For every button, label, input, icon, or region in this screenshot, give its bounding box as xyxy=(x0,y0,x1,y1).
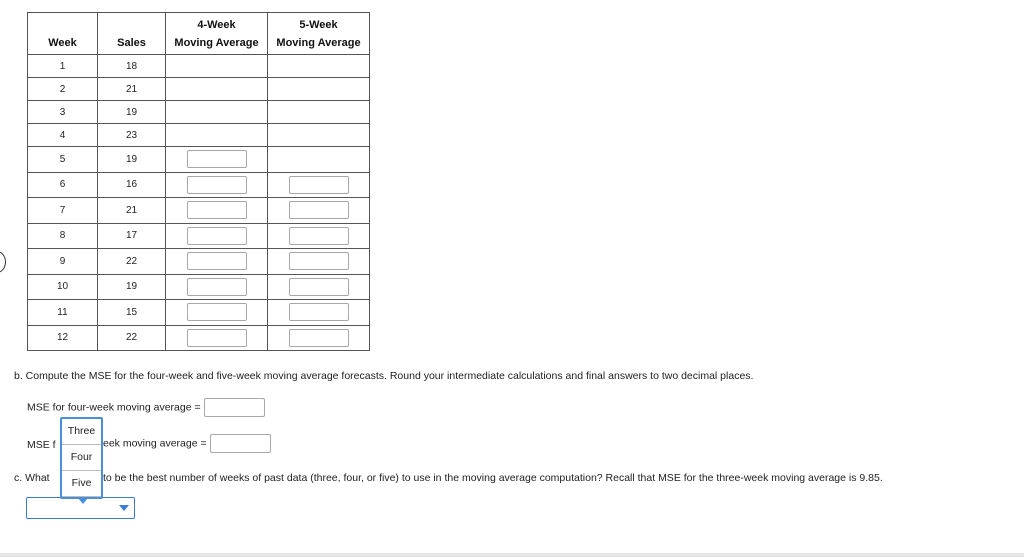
moving-average-table-container xyxy=(27,12,370,351)
ma4-cell xyxy=(166,223,268,249)
ma5-cell xyxy=(268,78,370,101)
header-4-week-ma: 4-Week Moving Average xyxy=(166,13,268,55)
table-row xyxy=(28,223,370,249)
week-cell: 12 xyxy=(28,325,98,351)
ma5-input-week-10[interactable] xyxy=(289,278,349,296)
table-row xyxy=(28,101,370,124)
ma4-cell xyxy=(166,55,268,78)
table-row xyxy=(28,325,370,351)
ma4-input-week-7[interactable] xyxy=(187,201,247,219)
ma5-input-week-12[interactable] xyxy=(289,329,349,347)
week-cell: 5 xyxy=(28,147,98,173)
ma5-input-week-11[interactable] xyxy=(289,303,349,321)
header-sales: Sales xyxy=(98,13,166,55)
sales-cell: 15 xyxy=(98,300,166,326)
dropdown-pointer xyxy=(78,498,88,504)
ma4-cell xyxy=(166,147,268,173)
table-row xyxy=(28,249,370,275)
ma4-input-week-8[interactable] xyxy=(187,227,247,245)
sales-cell: 22 xyxy=(98,249,166,275)
ma5-cell xyxy=(268,249,370,275)
ma4-cell xyxy=(166,198,268,224)
ma4-cell xyxy=(166,274,268,300)
ma4-cell xyxy=(166,101,268,124)
sales-cell: 19 xyxy=(98,101,166,124)
sales-cell: 19 xyxy=(98,274,166,300)
mse-five-week-label-left: MSE f xyxy=(27,439,56,451)
week-cell: 11 xyxy=(28,300,98,326)
week-cell: 8 xyxy=(28,223,98,249)
part-c-question-right: to be the best number of weeks of past data (three, four, or five) to use in the moving average computation? Recall that MSE for the three-week moving average is 9.85. xyxy=(103,472,883,484)
ma5-cell xyxy=(268,325,370,351)
week-cell: 10 xyxy=(28,274,98,300)
ma5-cell xyxy=(268,172,370,198)
dropdown-option-five[interactable]: Five xyxy=(62,471,101,497)
week-cell: 2 xyxy=(28,78,98,101)
header-5-week-ma: 5-Week Moving Average xyxy=(268,13,370,55)
table-row xyxy=(28,124,370,147)
best-weeks-dropdown-menu xyxy=(60,417,103,499)
mse-four-week-label: MSE for four-week moving average = xyxy=(27,401,201,414)
part-b-instruction: b. Compute the MSE for the four-week and five-week moving average forecasts. Round your intermediate calculations and final answers to two decimal places. xyxy=(14,370,754,382)
week-cell: 1 xyxy=(28,55,98,78)
sales-cell: 21 xyxy=(98,78,166,101)
chevron-down-icon xyxy=(119,505,129,511)
ma5-cell xyxy=(268,55,370,78)
ma4-input-week-6[interactable] xyxy=(187,176,247,194)
table-row xyxy=(28,172,370,198)
mse-five-week-input[interactable] xyxy=(210,434,271,453)
mse-five-week-label-right: eek moving average = xyxy=(103,437,207,450)
week-cell: 6 xyxy=(28,172,98,198)
week-cell: 3 xyxy=(28,101,98,124)
sales-cell: 18 xyxy=(98,55,166,78)
ma5-input-week-6[interactable] xyxy=(289,176,349,194)
table-row xyxy=(28,147,370,173)
sales-cell: 21 xyxy=(98,198,166,224)
table-row xyxy=(28,300,370,326)
ma5-cell xyxy=(268,147,370,173)
mse-four-week-input[interactable] xyxy=(204,398,265,417)
moving-average-table xyxy=(27,12,370,351)
ma5-cell xyxy=(268,223,370,249)
dropdown-option-three[interactable]: Three xyxy=(62,419,101,445)
week-cell: 7 xyxy=(28,198,98,224)
dropdown-option-four[interactable]: Four xyxy=(62,445,101,471)
sales-cell: 19 xyxy=(98,147,166,173)
ma4-input-week-11[interactable] xyxy=(187,303,247,321)
ma4-cell xyxy=(166,78,268,101)
ma5-input-week-9[interactable] xyxy=(289,252,349,270)
table-row xyxy=(28,198,370,224)
week-cell: 4 xyxy=(28,124,98,147)
mse-five-week-row xyxy=(103,434,271,453)
table-row xyxy=(28,78,370,101)
part-c-question-left: c. What xyxy=(14,472,50,484)
side-indicator xyxy=(0,251,6,273)
ma5-cell xyxy=(268,124,370,147)
ma5-input-week-7[interactable] xyxy=(289,201,349,219)
ma5-input-week-8[interactable] xyxy=(289,227,349,245)
ma4-cell xyxy=(166,300,268,326)
ma4-cell xyxy=(166,172,268,198)
ma4-cell xyxy=(166,325,268,351)
ma4-input-week-12[interactable] xyxy=(187,329,247,347)
sales-cell: 22 xyxy=(98,325,166,351)
ma4-input-week-5[interactable] xyxy=(187,150,247,168)
ma5-cell xyxy=(268,300,370,326)
table-row xyxy=(28,55,370,78)
sales-cell: 16 xyxy=(98,172,166,198)
sales-cell: 23 xyxy=(98,124,166,147)
ma4-cell xyxy=(166,124,268,147)
header-week: Week xyxy=(28,13,98,55)
week-cell: 9 xyxy=(28,249,98,275)
ma4-input-week-9[interactable] xyxy=(187,252,247,270)
ma5-cell xyxy=(268,274,370,300)
sales-cell: 17 xyxy=(98,223,166,249)
mse-four-week-row xyxy=(27,398,265,417)
ma4-input-week-10[interactable] xyxy=(187,278,247,296)
page-bottom-divider xyxy=(0,553,1024,557)
ma5-cell xyxy=(268,198,370,224)
table-row xyxy=(28,274,370,300)
ma5-cell xyxy=(268,101,370,124)
ma4-cell xyxy=(166,249,268,275)
